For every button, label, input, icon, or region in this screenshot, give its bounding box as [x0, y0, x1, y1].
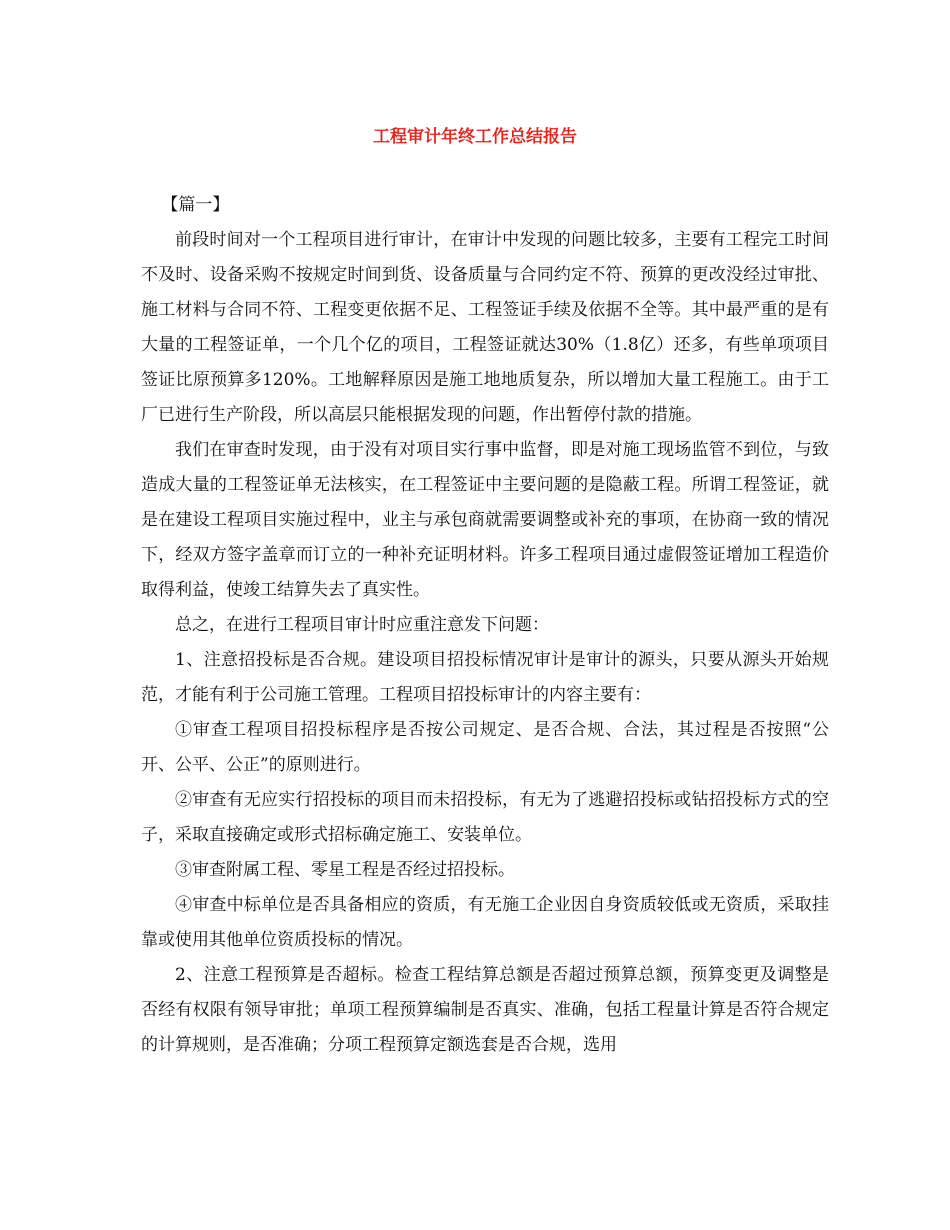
body-paragraph: 我们在审查时发现，由于没有对项目实行事中监督，即是对施工现场监管不到位，与致造成大量的工程签证单无法核实，在工程签证中主要问题的是隐蔽工程。所谓工程签证，就是在建设工程项目实施过程中，业主与承包商就需要调整或补充的事项，在协商一致的情况下，经双方签字盖章而订立的一种补充证明材料。许多工程项目通过虚假签证增加工程造价取得利益，使竣工结算失去了真实性。: [141, 440, 829, 600]
body-paragraph: 总之，在进行工程项目审计时应重注意发下问题：: [175, 615, 549, 635]
body-paragraph: 2、注意工程预算是否超标。检查工程结算总额是否超过预算总额，预算变更及调整是否经有权限有领导审批；单项工程预算编制是否真实、准确，包括工程量计算是否符合规定的计算规则，是否准确；分项工程预算定额选套是否合规，选用: [141, 965, 829, 1055]
body-paragraph: ④审查中标单位是否具备相应的资质，有无施工企业因自身资质较低或无资质，采取挂靠或使用其他单位资质投标的情况。: [141, 895, 829, 950]
body-paragraph: 1、注意招投标是否合规。建设项目招投标情况审计是审计的源头，只要从源头开始规范，才能有利于公司施工管理。工程项目招投标审计的内容主要有：: [141, 650, 829, 705]
body-paragraph: ②审查有无应实行招投标的项目而未招投标，有无为了逃避招投标或钻招投标方式的空子，采取直接确定或形式招标确定施工、安装单位。: [141, 790, 829, 845]
body-paragraph: ①审查工程项目招投标程序是否按公司规定、是否合规、合法，其过程是否按照“公开、公平、公正”的原则进行。: [141, 720, 829, 775]
body-paragraph: 前段时间对一个工程项目进行审计，在审计中发现的问题比较多，主要有工程完工时间不及时、设备采购不按规定时间到货、设备质量与合同约定不符、预算的更改没经过审批、施工材料与合同不符、工程变更依据不足、工程签证手续及依据不全等。其中最严重的是有大量的工程签证单，一个几个亿的项目，工程签证就达30%（1.8亿）还多，有些单项项目签证比原预算多120%。工地解释原因是施工地地质复杂，所以增加大量工程施工。由于工厂已进行生产阶段，所以高层只能根据发现的问题，作出暂停付款的措施。: [141, 230, 829, 425]
document-title: 工程审计年终工作总结报告: [373, 127, 577, 147]
section-label: 【篇一】: [161, 195, 230, 215]
document-body: [141, 188, 829, 1063]
body-paragraph: ③审查附属工程、零星工程是否经过招投标。: [175, 860, 515, 880]
